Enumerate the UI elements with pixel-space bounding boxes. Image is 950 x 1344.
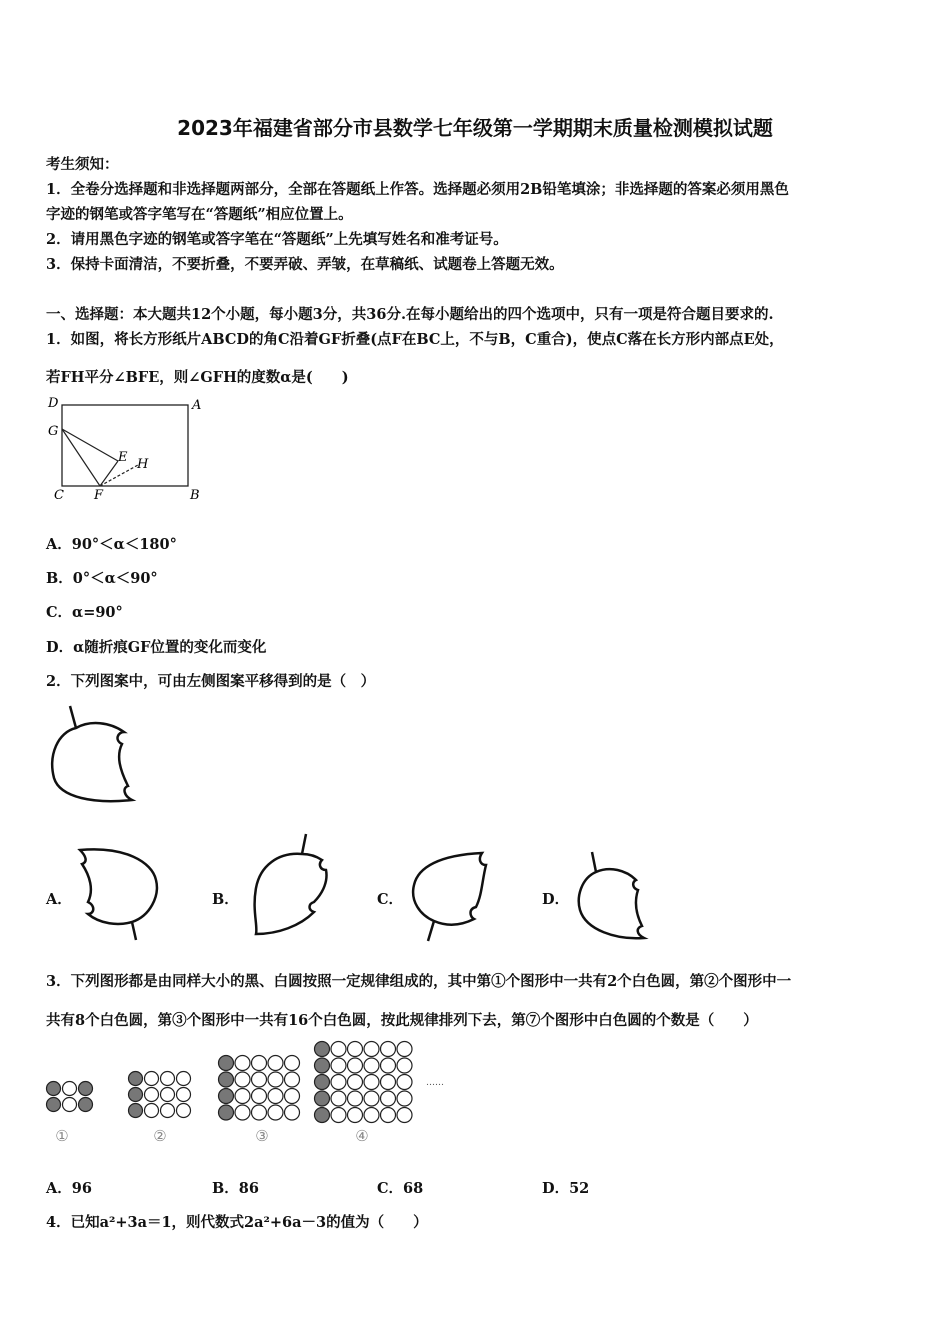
pattern-4-circle <box>364 1108 379 1123</box>
pattern-label-4: ④ <box>355 1127 369 1145</box>
pattern-3-circle <box>252 1072 267 1087</box>
pattern-2-circle <box>145 1088 159 1102</box>
pattern-4-circle <box>331 1058 346 1073</box>
pattern-4-circle <box>364 1091 379 1106</box>
bisector-fh <box>100 465 138 486</box>
pattern-3-circle <box>268 1105 283 1120</box>
pattern-1-circle <box>47 1098 61 1112</box>
pattern-2-circle <box>177 1072 191 1086</box>
q3-text-line-2: 共有8个白色圆，第③个图形中一共有16个白色圆，按此规律排列下去，第⑦个图形中白色圆的个数是（ ） <box>46 1012 758 1029</box>
pattern-2-circle <box>145 1072 159 1086</box>
q1-option-c: C．α=90° <box>46 604 123 621</box>
pattern-3-circle <box>285 1072 300 1087</box>
pattern-1-circle <box>63 1098 77 1112</box>
pattern-1-circle <box>63 1082 77 1096</box>
pattern-3-circle <box>219 1072 234 1087</box>
pattern-4-circle <box>331 1091 346 1106</box>
pattern-2-circle <box>145 1104 159 1118</box>
q2-option-b-label: B． <box>212 891 239 908</box>
pattern-4-circle <box>364 1075 379 1090</box>
pattern-4-circle <box>397 1108 412 1123</box>
pattern-4-circle <box>381 1108 396 1123</box>
pattern-2-circle <box>129 1072 143 1086</box>
pattern-3-circle <box>268 1072 283 1087</box>
q1-rectangle-figure <box>40 393 215 505</box>
pattern-continuation-dots: …… <box>426 1078 444 1088</box>
notice-line-2: 2．请用黑色字迹的钢笔或答字笔在“答题纸”上先填写姓名和准考证号。 <box>46 231 508 248</box>
pattern-3-circle <box>235 1105 250 1120</box>
pattern-2-circle <box>161 1088 175 1102</box>
pattern-2-circle <box>129 1104 143 1118</box>
pattern-2-circle <box>161 1104 175 1118</box>
pattern-3-circle <box>285 1089 300 1104</box>
pattern-label-1: ① <box>55 1127 69 1145</box>
pattern-3-circle <box>252 1056 267 1071</box>
label-e: E <box>118 450 128 465</box>
pattern-3-circle <box>235 1089 250 1104</box>
notice-line-1b: 字迹的钢笔或答字笔写在“答题纸”相应位置上。 <box>46 206 353 223</box>
pattern-3-circle <box>219 1089 234 1104</box>
pattern-3-circle <box>268 1056 283 1071</box>
label-d: D <box>48 396 59 411</box>
rectangle-abcd <box>62 405 188 486</box>
pattern-3-circle <box>285 1056 300 1071</box>
q3-option-d: D．52 <box>542 1180 590 1197</box>
pattern-4-circle <box>315 1042 330 1057</box>
pattern-2-circle <box>129 1088 143 1102</box>
q2-option-a-leaf <box>70 840 170 945</box>
notice-line-1a: 1．全卷分选择题和非选择题两部分，全部在答题纸上作答。选择题必须用2B铅笔填涂；非选择题的答案必须用黑色 <box>46 181 789 198</box>
q3-circle-patterns <box>40 1035 480 1150</box>
pattern-4-circle <box>315 1108 330 1123</box>
label-c: C <box>54 488 64 503</box>
pattern-label-3: ③ <box>255 1127 269 1145</box>
q1-option-b: B．0°＜α＜90° <box>46 570 158 587</box>
label-h: H <box>137 457 149 472</box>
pattern-4-circle <box>397 1042 412 1057</box>
q3-option-a: A．96 <box>46 1180 92 1197</box>
notice-heading: 考生须知： <box>46 156 119 173</box>
pattern-3-circle <box>285 1105 300 1120</box>
pattern-4-circle <box>331 1075 346 1090</box>
pattern-4-circle <box>397 1075 412 1090</box>
q1-option-a: A．90°＜α＜180° <box>46 536 177 553</box>
segment-ge <box>62 429 118 461</box>
pattern-4-circle <box>381 1058 396 1073</box>
pattern-2-circle <box>177 1088 191 1102</box>
pattern-3-circle <box>235 1072 250 1087</box>
pattern-3-circle <box>252 1089 267 1104</box>
q3-option-b: B．86 <box>212 1180 259 1197</box>
pattern-label-2: ② <box>153 1127 167 1145</box>
pattern-4-circle <box>315 1075 330 1090</box>
pattern-4-circle <box>397 1058 412 1073</box>
pattern-4-circle <box>348 1075 363 1090</box>
segment-fe <box>100 461 118 486</box>
label-b: B <box>190 488 200 503</box>
pattern-4-circle <box>364 1042 379 1057</box>
pattern-3-circle <box>219 1056 234 1071</box>
pattern-4-circle <box>331 1042 346 1057</box>
q2-original-leaf <box>40 700 150 810</box>
pattern-3-circle <box>252 1105 267 1120</box>
q3-text-line-1: 3．下列图形都是由同样大小的黑、白圆按照一定规律组成的，其中第①个图形中一共有2个白色圆，第②个图形中一 <box>46 973 792 990</box>
pattern-4-circle <box>348 1108 363 1123</box>
q1-text-line-2: 若FH平分∠BFE，则∠GFH的度数α是( ) <box>46 369 349 386</box>
label-g: G <box>48 424 59 439</box>
pattern-4-circle <box>381 1075 396 1090</box>
q2-option-b-leaf <box>238 830 338 945</box>
pattern-4-circle <box>381 1042 396 1057</box>
crease-gf <box>62 429 100 486</box>
q1-text-line-1: 1．如图，将长方形纸片ABCD的角C沿着GF折叠(点F在BC上，不与B，C重合)，使点C落在长方形内部点E处， <box>46 331 784 348</box>
pattern-4-circle <box>348 1042 363 1057</box>
pattern-1-circle <box>79 1098 93 1112</box>
q2-option-d-leaf <box>570 850 660 945</box>
pattern-2-circle <box>177 1104 191 1118</box>
pattern-4-circle <box>331 1108 346 1123</box>
q1-option-d: D．α随折痕GF位置的变化而变化 <box>46 639 267 656</box>
page-title: 2023年福建省部分市县数学七年级第一学期期末质量检测模拟试题 <box>177 116 773 140</box>
label-f: F <box>94 488 104 503</box>
pattern-3-circle <box>235 1056 250 1071</box>
q2-option-c-label: C． <box>377 891 404 908</box>
pattern-4-circle <box>348 1058 363 1073</box>
pattern-4-circle <box>397 1091 412 1106</box>
pattern-4-circle <box>348 1091 363 1106</box>
q2-option-a-label: A． <box>46 891 72 908</box>
pattern-1-circle <box>47 1082 61 1096</box>
q2-option-c-leaf <box>400 845 500 945</box>
pattern-2-circle <box>161 1072 175 1086</box>
pattern-1-circle <box>79 1082 93 1096</box>
pattern-3-circle <box>268 1089 283 1104</box>
q2-text: 2．下列图案中，可由左侧图案平移得到的是（ ） <box>46 673 376 690</box>
notice-line-3: 3．保持卡面清洁，不要折叠，不要弄破、弄皱，在草稿纸、试题卷上答题无效。 <box>46 256 564 273</box>
q4-text: 4．已知a²+3a＝1，则代数式2a²+6a－3的值为（ ） <box>46 1214 428 1231</box>
q3-option-c: C．68 <box>377 1180 424 1197</box>
q2-option-d-label: D． <box>542 891 570 908</box>
label-a: A <box>192 398 202 413</box>
pattern-4-circle <box>381 1091 396 1106</box>
pattern-4-circle <box>315 1058 330 1073</box>
pattern-3-circle <box>219 1105 234 1120</box>
pattern-4-circle <box>364 1058 379 1073</box>
pattern-4-circle <box>315 1091 330 1106</box>
section-heading: 一、选择题：本大题共12个小题，每小题3分，共36分.在每小题给出的四个选项中，只有一项是符合题目要求的. <box>46 306 774 323</box>
